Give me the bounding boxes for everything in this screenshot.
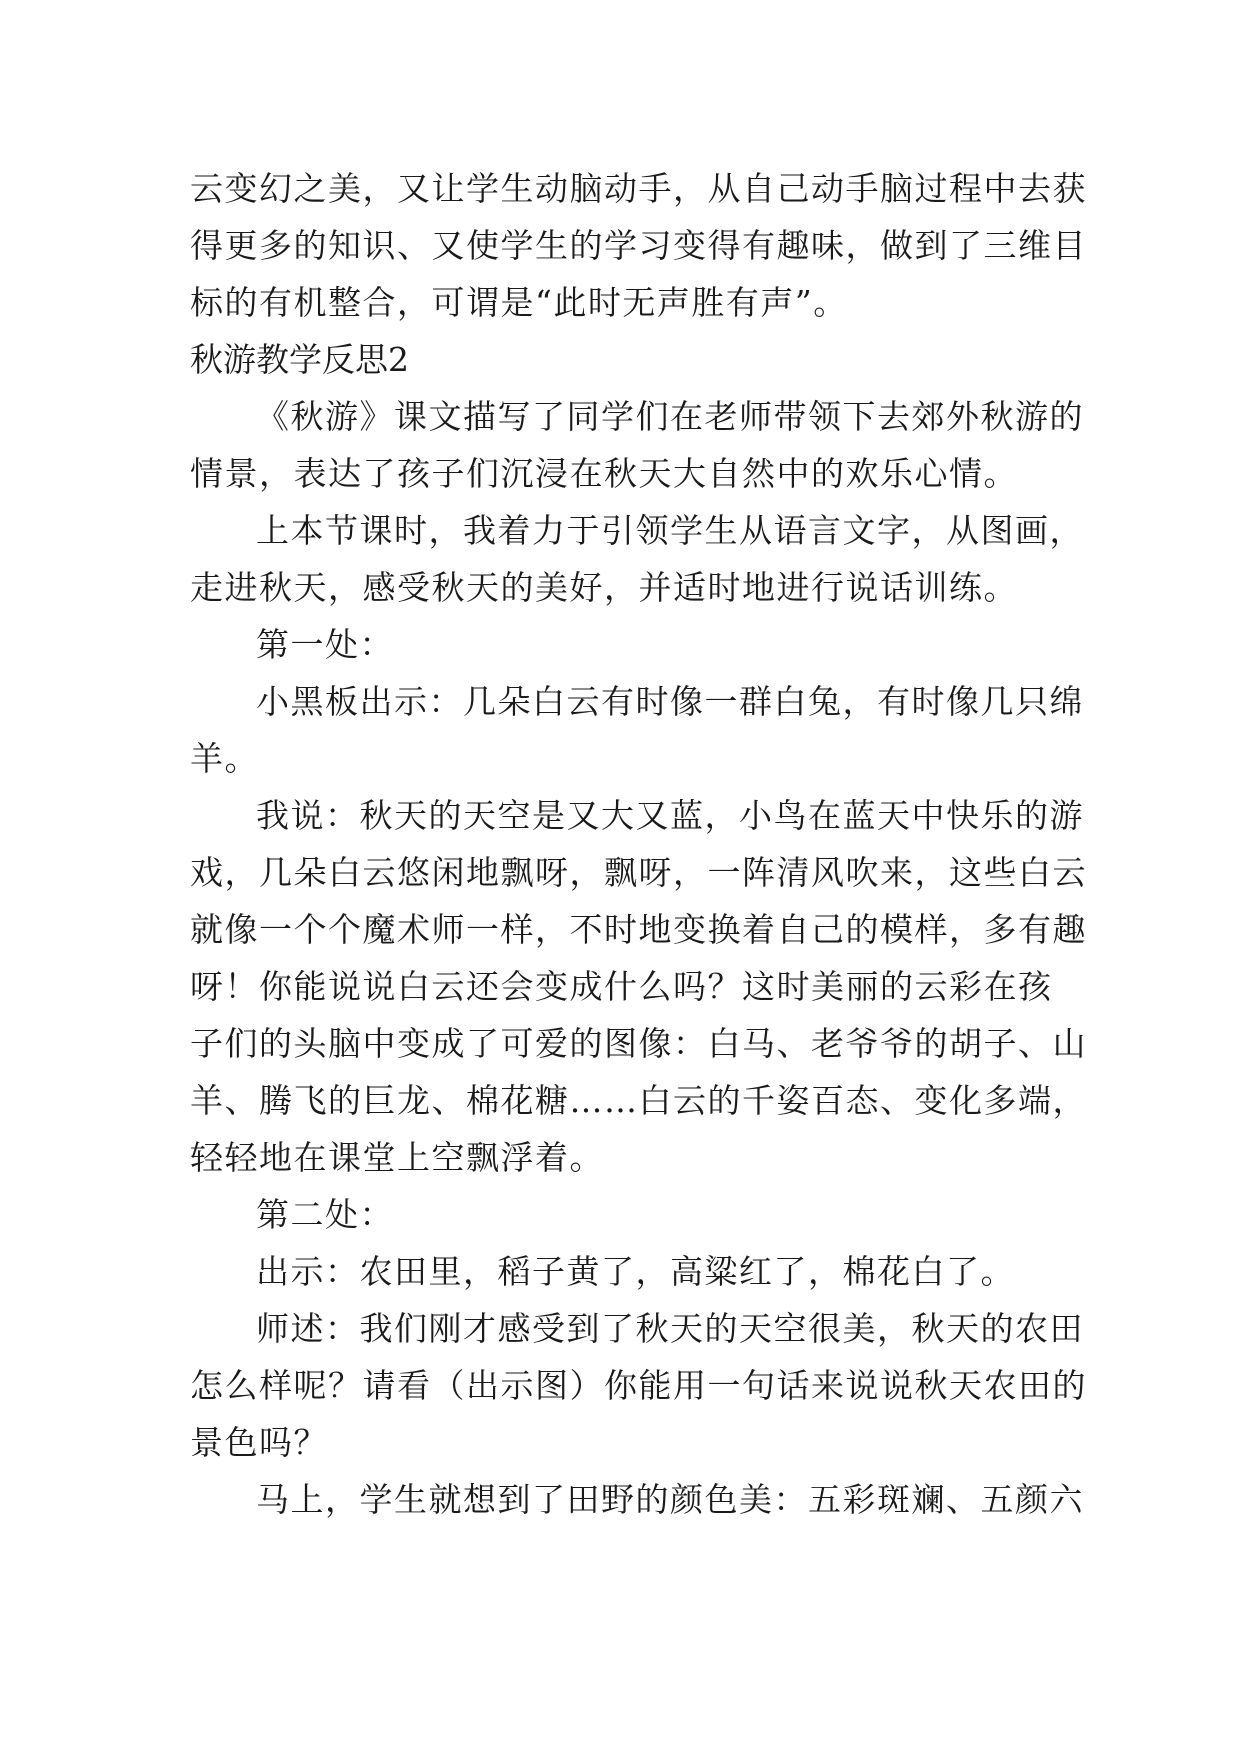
text-line: 轻轻地在课堂上空飘浮着。 xyxy=(190,1138,604,1177)
text-line: 标的有机整合，可谓是“此时无声胜有声”。 xyxy=(190,283,848,322)
text-line: 走进秋天，感受秋天的美好，并适时地进行说话训练。 xyxy=(190,568,1018,607)
text-line: 出示：农田里，稻子黄了，高粱红了，棉花白了。 xyxy=(256,1252,1015,1291)
text-line: 马上，学生就想到了田野的颜色美：五彩斑斓、五颜六 xyxy=(256,1480,1084,1519)
text-line: 第一处： xyxy=(256,625,394,664)
text-line: 怎么样呢？请看（出示图）你能用一句话来说说秋天农田的 xyxy=(190,1366,1087,1405)
document-page xyxy=(190,160,1087,1528)
text-line: 云变幻之美，又让学生动脑动手，从自己动手脑过程中去获 xyxy=(190,169,1087,208)
text-line: 就像一个个魔术师一样，不时地变换着自己的模样，多有趣 xyxy=(190,910,1087,949)
text-line: 景色吗？ xyxy=(190,1423,328,1462)
text-line: 得更多的知识、又使学生的学习变得有趣味，做到了三维目 xyxy=(190,226,1087,265)
text-line: 我说：秋天的天空是又大又蓝，小鸟在蓝天中快乐的游 xyxy=(256,796,1084,835)
text-line: 小黑板出示：几朵白云有时像一群白兔，有时像几只绵 xyxy=(256,682,1084,721)
text-line: 呀！你能说说白云还会变成什么吗？这时美丽的云彩在孩 xyxy=(190,967,1053,1006)
section-title: 秋游教学反思2 xyxy=(190,340,409,379)
text-line: 师述：我们刚才感受到了秋天的天空很美，秋天的农田 xyxy=(256,1309,1084,1348)
text-line: 羊、腾飞的巨龙、棉花糖……白云的千姿百态、变化多端， xyxy=(190,1081,1087,1120)
text-line: 戏，几朵白云悠闲地飘呀，飘呀，一阵清风吹来，这些白云 xyxy=(190,853,1087,892)
text-line: 上本节课时，我着力于引领学生从语言文字，从图画， xyxy=(256,511,1084,550)
text-line: 情景，表达了孩子们沉浸在秋天大自然中的欢乐心情。 xyxy=(190,454,1018,493)
text-line: 第二处： xyxy=(256,1195,394,1234)
text-line: 《秋游》课文描写了同学们在老师带领下去郊外秋游的 xyxy=(256,397,1084,436)
text-line: 子们的头脑中变成了可爱的图像：白马、老爷爷的胡子、山 xyxy=(190,1024,1087,1063)
text-line: 羊。 xyxy=(190,739,259,778)
